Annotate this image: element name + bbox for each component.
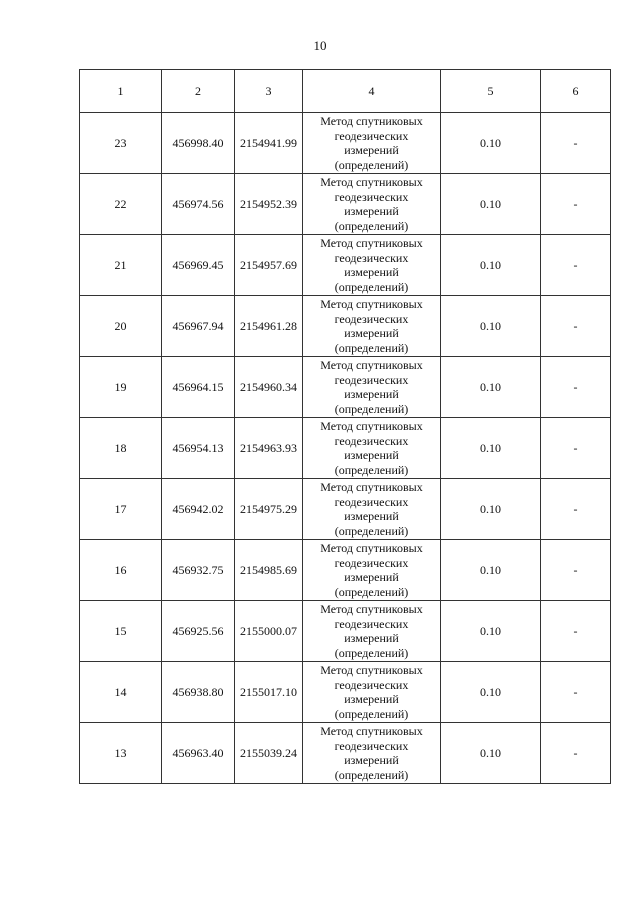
method-line: Метод спутниковых bbox=[320, 419, 423, 433]
x-coordinate-cell: 456969.45 bbox=[162, 235, 235, 296]
method-line: Метод спутниковых bbox=[320, 724, 423, 738]
table-row bbox=[80, 296, 611, 357]
method-cell bbox=[303, 601, 441, 662]
method-line: геодезических bbox=[334, 372, 409, 387]
method-line: Метод спутниковых bbox=[320, 297, 423, 311]
point-number-cell: 13 bbox=[80, 723, 162, 784]
note-cell: - bbox=[541, 296, 611, 357]
y-coordinate-cell: 2154957.69 bbox=[235, 235, 303, 296]
point-number-cell: 14 bbox=[80, 662, 162, 723]
method-line: геодезических bbox=[334, 189, 409, 204]
method-line: измерений bbox=[344, 204, 399, 218]
point-number-cell: 15 bbox=[80, 601, 162, 662]
method-line: измерений bbox=[344, 143, 399, 157]
point-number-cell: 21 bbox=[80, 235, 162, 296]
table-row bbox=[80, 235, 611, 296]
method-cell bbox=[303, 235, 441, 296]
point-number-cell: 23 bbox=[80, 113, 162, 174]
method-cell bbox=[303, 113, 441, 174]
method-cell bbox=[303, 479, 441, 540]
y-coordinate-cell: 2154975.29 bbox=[235, 479, 303, 540]
method-line: Метод спутниковых bbox=[320, 175, 423, 189]
accuracy-cell: 0.10 bbox=[441, 113, 541, 174]
header-cell-6: 6 bbox=[541, 70, 611, 113]
header-cell-2: 2 bbox=[162, 70, 235, 113]
header-cell-1: 1 bbox=[80, 70, 162, 113]
method-line: геодезических bbox=[334, 433, 409, 448]
method-line: измерений bbox=[344, 265, 399, 279]
table-header-row bbox=[80, 70, 611, 113]
method-line: (определений) bbox=[334, 523, 409, 538]
method-line: геодезических bbox=[334, 738, 409, 753]
coordinates-table bbox=[79, 69, 611, 784]
y-coordinate-cell: 2154952.39 bbox=[235, 174, 303, 235]
method-cell bbox=[303, 357, 441, 418]
table-row bbox=[80, 662, 611, 723]
point-number-cell: 16 bbox=[80, 540, 162, 601]
y-coordinate-cell: 2154963.93 bbox=[235, 418, 303, 479]
point-number-cell: 18 bbox=[80, 418, 162, 479]
method-line: геодезических bbox=[334, 677, 409, 692]
point-number-cell: 17 bbox=[80, 479, 162, 540]
x-coordinate-cell: 456954.13 bbox=[162, 418, 235, 479]
method-line: измерений bbox=[344, 448, 399, 462]
note-cell: - bbox=[541, 235, 611, 296]
accuracy-cell: 0.10 bbox=[441, 296, 541, 357]
method-cell bbox=[303, 662, 441, 723]
method-line: измерений bbox=[344, 509, 399, 523]
y-coordinate-cell: 2154960.34 bbox=[235, 357, 303, 418]
method-line: (определений) bbox=[334, 218, 409, 233]
accuracy-cell: 0.10 bbox=[441, 418, 541, 479]
note-cell: - bbox=[541, 601, 611, 662]
x-coordinate-cell: 456925.56 bbox=[162, 601, 235, 662]
method-line: Метод спутниковых bbox=[320, 236, 423, 250]
x-coordinate-cell: 456942.02 bbox=[162, 479, 235, 540]
accuracy-cell: 0.10 bbox=[441, 723, 541, 784]
method-line: (определений) bbox=[334, 157, 409, 172]
method-line: геодезических bbox=[334, 128, 409, 143]
x-coordinate-cell: 456963.40 bbox=[162, 723, 235, 784]
point-number-cell: 20 bbox=[80, 296, 162, 357]
method-line: (определений) bbox=[334, 340, 409, 355]
table-row bbox=[80, 357, 611, 418]
method-cell bbox=[303, 540, 441, 601]
point-number-cell: 19 bbox=[80, 357, 162, 418]
method-line: измерений bbox=[344, 631, 399, 645]
method-line: Метод спутниковых bbox=[320, 114, 423, 128]
method-line: измерений bbox=[344, 387, 399, 401]
method-line: Метод спутниковых bbox=[320, 541, 423, 555]
note-cell: - bbox=[541, 113, 611, 174]
method-line: геодезических bbox=[334, 494, 409, 509]
method-cell bbox=[303, 174, 441, 235]
table-row bbox=[80, 418, 611, 479]
method-line: (определений) bbox=[334, 462, 409, 477]
method-line: геодезических bbox=[334, 616, 409, 631]
table-row bbox=[80, 540, 611, 601]
method-line: (определений) bbox=[334, 767, 409, 782]
method-line: (определений) bbox=[334, 584, 409, 599]
note-cell: - bbox=[541, 479, 611, 540]
method-line: (определений) bbox=[334, 279, 409, 294]
y-coordinate-cell: 2154941.99 bbox=[235, 113, 303, 174]
point-number-cell: 22 bbox=[80, 174, 162, 235]
accuracy-cell: 0.10 bbox=[441, 357, 541, 418]
table-row bbox=[80, 723, 611, 784]
table-row bbox=[80, 601, 611, 662]
method-line: геодезических bbox=[334, 555, 409, 570]
table-row bbox=[80, 113, 611, 174]
accuracy-cell: 0.10 bbox=[441, 662, 541, 723]
header-cell-4: 4 bbox=[303, 70, 441, 113]
method-line: измерений bbox=[344, 692, 399, 706]
method-cell bbox=[303, 418, 441, 479]
table-row bbox=[80, 479, 611, 540]
note-cell: - bbox=[541, 357, 611, 418]
method-cell bbox=[303, 723, 441, 784]
accuracy-cell: 0.10 bbox=[441, 479, 541, 540]
method-line: (определений) bbox=[334, 401, 409, 416]
note-cell: - bbox=[541, 662, 611, 723]
method-line: Метод спутниковых bbox=[320, 358, 423, 372]
y-coordinate-cell: 2154985.69 bbox=[235, 540, 303, 601]
method-line: измерений bbox=[344, 570, 399, 584]
note-cell: - bbox=[541, 418, 611, 479]
header-cell-3: 3 bbox=[235, 70, 303, 113]
note-cell: - bbox=[541, 723, 611, 784]
accuracy-cell: 0.10 bbox=[441, 601, 541, 662]
method-line: геодезических bbox=[334, 311, 409, 326]
accuracy-cell: 0.10 bbox=[441, 174, 541, 235]
x-coordinate-cell: 456938.80 bbox=[162, 662, 235, 723]
y-coordinate-cell: 2155039.24 bbox=[235, 723, 303, 784]
method-line: Метод спутниковых bbox=[320, 602, 423, 616]
x-coordinate-cell: 456967.94 bbox=[162, 296, 235, 357]
method-line: геодезических bbox=[334, 250, 409, 265]
note-cell: - bbox=[541, 174, 611, 235]
accuracy-cell: 0.10 bbox=[441, 235, 541, 296]
y-coordinate-cell: 2155000.07 bbox=[235, 601, 303, 662]
x-coordinate-cell: 456964.15 bbox=[162, 357, 235, 418]
y-coordinate-cell: 2155017.10 bbox=[235, 662, 303, 723]
y-coordinate-cell: 2154961.28 bbox=[235, 296, 303, 357]
method-line: Метод спутниковых bbox=[320, 663, 423, 677]
table-row bbox=[80, 174, 611, 235]
x-coordinate-cell: 456974.56 bbox=[162, 174, 235, 235]
method-line: (определений) bbox=[334, 706, 409, 721]
accuracy-cell: 0.10 bbox=[441, 540, 541, 601]
note-cell: - bbox=[541, 540, 611, 601]
page-number: 10 bbox=[313, 38, 327, 53]
x-coordinate-cell: 456932.75 bbox=[162, 540, 235, 601]
method-line: Метод спутниковых bbox=[320, 480, 423, 494]
header-cell-5: 5 bbox=[441, 70, 541, 113]
x-coordinate-cell: 456998.40 bbox=[162, 113, 235, 174]
method-line: измерений bbox=[344, 326, 399, 340]
method-cell bbox=[303, 296, 441, 357]
method-line: измерений bbox=[344, 753, 399, 767]
method-line: (определений) bbox=[334, 645, 409, 660]
